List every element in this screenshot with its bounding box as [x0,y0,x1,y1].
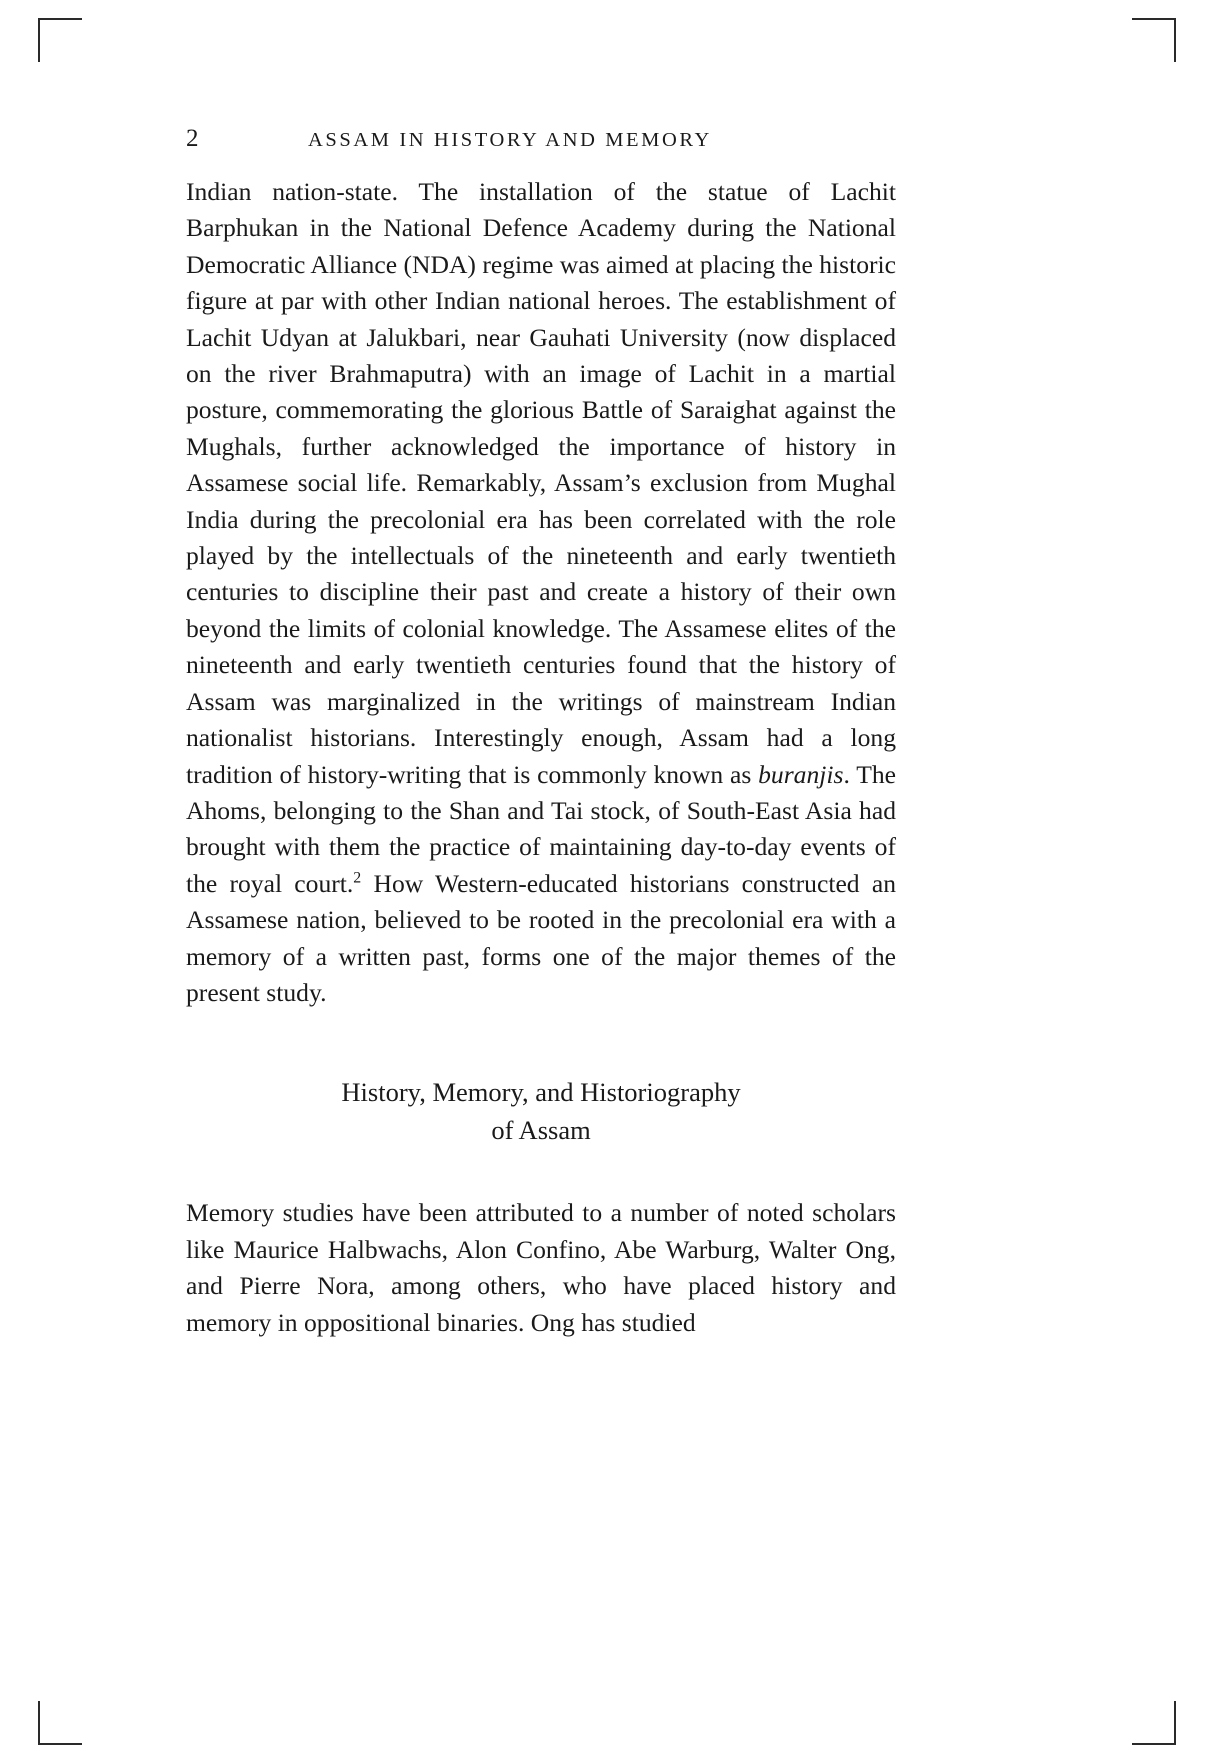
italic-term-buranjis: buranjis [758,759,844,789]
footnote-marker: 2 [353,869,362,887]
paragraph-1-part-a: Indian nation-state. The installation of the statue of Lachit Barphukan in the National Defence Academy during the National Democratic Alliance (NDA) regime was aimed at placing the historic figure at par with other Indian national heroes. The establishment of Lachit Udyan at Jalukbari, near Gauhati University (now displaced on the river Brahmaputra) with an image of Lachit in a martial posture, commemorating the glorious Battle of Saraighat against the Mughals, further acknowledged the importance of history in Assamese social life. Remarkably, Assam’s exclusion from Mughal India during the precolonial era has been correlated with the role played by the intellectuals of the nineteenth and early twentieth centuries to discipline their past and create a history of their own beyond the limits of colonial knowledge. The Assamese elites of the nineteenth and early twentieth centuries found that the history of Assam was marginalized in the writings of mainstream Indian nationalist historians. Interestingly enough, Assam had a long tradition of history-writing that is commonly known as [186,177,896,789]
paragraph-1-part-b: . The Ahoms, belonging to the Shan and Tai stock, of South-East Asia had brought with them the practice of maintaining day-to-day events of the royal court. [186,759,897,898]
crop-mark-top-left [38,18,82,62]
crop-mark-top-right [1132,18,1176,62]
running-header-title: ASSAM IN HISTORY AND MEMORY [308,129,712,151]
section-heading-line-1: History, Memory, and Historiography [341,1077,741,1108]
body-paragraph-1 [186,174,896,1011]
body-paragraph-2: Memory studies have been attributed to a number of noted scholars like Maurice Halbwachs, Alon Confino, Abe Warburg, Walter Ong, and Pierre Nora, among others, who have placed history and memory in oppositional binaries. Ong has studied [186,1198,896,1337]
section-heading [186,1073,896,1149]
crop-mark-bottom-left [38,1701,82,1745]
section-heading-line-2: of Assam [491,1115,591,1146]
page-text-block [186,0,896,1341]
paragraph-1-part-c: How Western-educated historians constructed an Assamese nation, believed to be rooted in the precolonial era with a memory of a written past, forms one of the major themes of the present study. [186,868,896,1007]
crop-mark-bottom-right [1132,1701,1176,1745]
page-number: 2 [186,125,199,152]
running-header [186,126,896,160]
